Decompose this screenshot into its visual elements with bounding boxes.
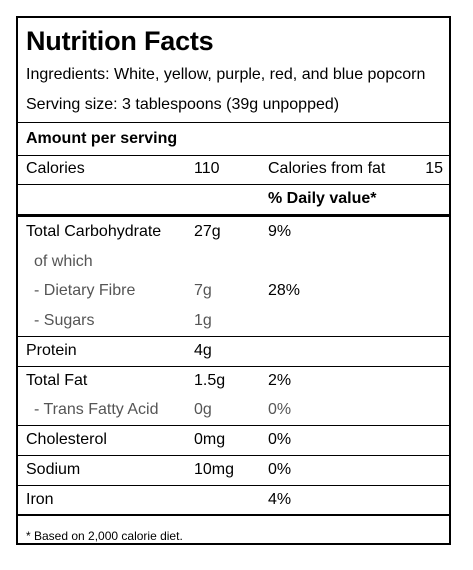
- nutrient-amount: 27g: [194, 223, 221, 240]
- ingredients-text: Ingredients: White, yellow, purple, red, and blue popcorn: [26, 66, 426, 83]
- thick-divider: [18, 514, 449, 516]
- nutrient-row: [18, 395, 449, 425]
- nutrient-amount: 4g: [194, 342, 212, 359]
- footnote: * Based on 2,000 calorie diet.: [26, 529, 183, 543]
- nutrient-row: [18, 455, 449, 485]
- nutrient-row: [18, 336, 449, 366]
- nutrient-daily-value: 0%: [268, 431, 292, 448]
- nutrient-row: [18, 366, 449, 396]
- nutrition-facts-label: [16, 16, 451, 545]
- nutrient-row: [18, 276, 449, 306]
- calories-label: Calories: [26, 160, 85, 177]
- divider: [18, 122, 449, 123]
- nutrient-daily-value: 9%: [268, 223, 292, 240]
- nutrient-daily-value: 4%: [268, 491, 292, 508]
- amount-per-serving-heading: Amount per serving: [26, 130, 178, 147]
- nutrient-name: of which: [34, 253, 93, 270]
- nutrient-name: Total Fat: [26, 372, 88, 389]
- calories-from-fat-label: Calories from fat: [268, 160, 386, 177]
- nutrient-row: [18, 485, 449, 515]
- nutrient-daily-value: 0%: [268, 461, 292, 478]
- nutrient-name: - Dietary Fibre: [34, 282, 136, 299]
- calories-row: [18, 154, 449, 184]
- nutrient-amount: 0g: [194, 401, 212, 418]
- nutrient-name: Total Carbohydrate: [26, 223, 162, 240]
- nutrient-amount: 7g: [194, 282, 212, 299]
- nutrient-daily-value: 2%: [268, 372, 292, 389]
- daily-value-header-row: [18, 184, 449, 214]
- nutrient-amount: 1.5g: [194, 372, 226, 389]
- nutrient-amount: 10mg: [194, 461, 235, 478]
- calories-value: 110: [194, 160, 220, 177]
- nutrient-name: Cholesterol: [26, 431, 107, 448]
- nutrient-name: Protein: [26, 342, 77, 359]
- nutrient-amount: 1g: [194, 312, 212, 329]
- label-title: Nutrition Facts: [26, 26, 214, 56]
- nutrient-name: - Sugars: [34, 312, 95, 329]
- nutrient-name: - Trans Fatty Acid: [34, 401, 159, 418]
- nutrient-daily-value: 0%: [268, 401, 292, 418]
- nutrient-row: [18, 306, 449, 336]
- nutrient-row: [18, 425, 449, 455]
- nutrient-name: Sodium: [26, 461, 81, 478]
- nutrient-amount: 0mg: [194, 431, 226, 448]
- calories-from-fat-value: 15: [425, 160, 443, 177]
- nutrient-daily-value: 28%: [268, 282, 301, 299]
- daily-value-header: % Daily value*: [268, 190, 377, 207]
- serving-size-text: Serving size: 3 tablespoons (39g unpopped): [26, 96, 340, 113]
- nutrient-row: [18, 217, 449, 247]
- nutrient-row: [18, 247, 449, 277]
- nutrient-name: Iron: [26, 491, 54, 508]
